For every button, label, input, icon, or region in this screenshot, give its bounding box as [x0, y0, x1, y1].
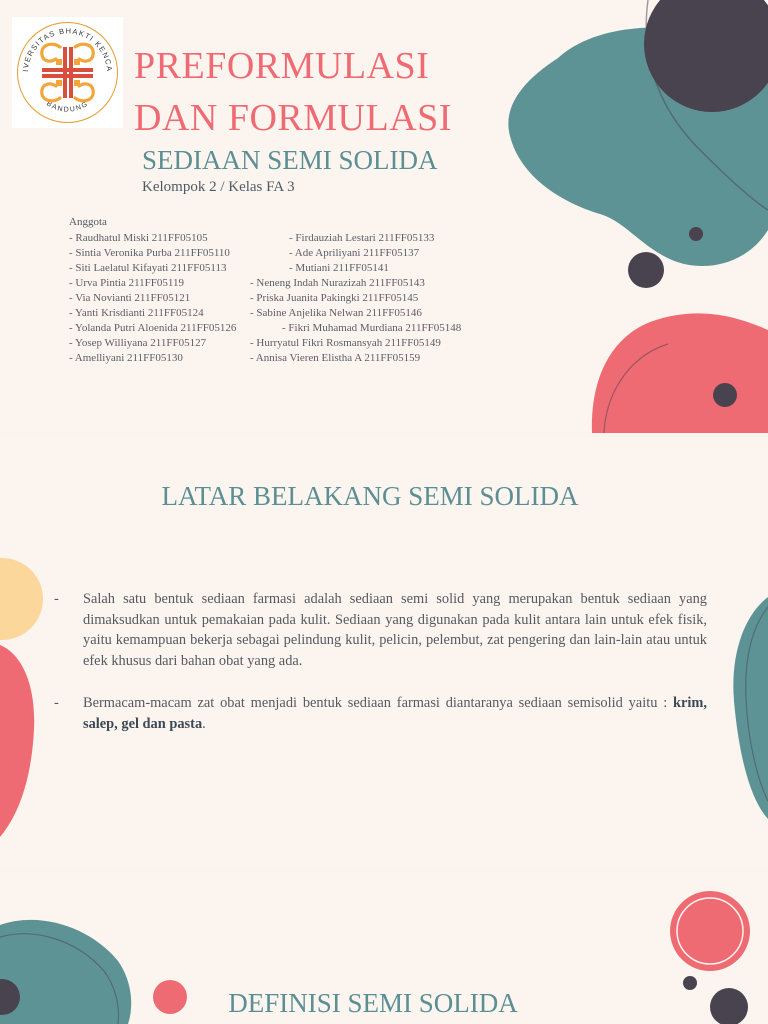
member-left: - Urva Pintia 211FF05119 — [69, 277, 184, 289]
bullet-marker: - — [54, 695, 59, 711]
member-right: - Annisa Vieren Elistha A 211FF05159 — [250, 352, 421, 364]
paragraph-2-end: . — [202, 715, 206, 732]
dark-dot-small — [689, 227, 703, 241]
title-line-2: DAN FORMULASI — [134, 97, 452, 139]
member-left: - Yanti Krisdianti 211FF05124 — [69, 307, 204, 319]
member-right: - Priska Juanita Pakingki 211FF05145 — [250, 292, 419, 304]
member-right: - Mutiani 211FF05141 — [289, 262, 389, 274]
member-left: - Yosep Williyana 211FF05127 — [69, 337, 207, 349]
section-title: DEFINISI SEMI SOLIDA — [228, 988, 518, 1018]
member-left: - Sintia Veronika Purba 211FF05110 — [69, 247, 230, 259]
university-logo — [12, 17, 123, 128]
dark-dot-on-coral — [713, 383, 737, 407]
member-right: - Neneng Indah Nurazizah 211FF05143 — [250, 277, 425, 289]
university-seal-icon — [12, 17, 123, 128]
coral-blob-left — [0, 645, 34, 837]
yellow-circle — [0, 558, 43, 640]
bullet-marker: - — [54, 591, 59, 607]
teal-blob-right — [733, 597, 768, 819]
member-left: - Siti Laelatul Kifayati 211FF05113 — [69, 262, 227, 274]
slide-background — [0, 437, 768, 867]
member-right: - Ade Apriliyani 211FF05137 — [289, 247, 420, 259]
dark-dot-medium — [628, 252, 664, 288]
title-line-1: PREFORMULASI — [134, 45, 430, 87]
section-title: LATAR BELAKANG SEMI SOLIDA — [161, 481, 579, 511]
group-info: Kelompok 2 / Kelas FA 3 — [142, 179, 295, 195]
paragraph-2 — [83, 693, 707, 734]
coral-ring-outer — [670, 891, 750, 971]
svg-text:BANDUNG: BANDUNG — [45, 100, 90, 114]
slide-title — [0, 0, 768, 433]
subtitle: SEDIAAN SEMI SOLIDA — [142, 145, 438, 175]
members-label: Anggota — [69, 216, 107, 228]
member-left: - Raudhatul Miski 211FF05105 — [69, 232, 208, 244]
member-right: - Sabine Anjelika Nelwan 211FF05146 — [250, 307, 422, 319]
dosage-forms-list: krim, salep, gel dan pasta — [83, 695, 707, 732]
member-right: - Hurryatul Fikri Rosmansyah 211FF05149 — [250, 337, 441, 349]
member-left: - Amelliyani 211FF05130 — [69, 352, 183, 364]
member-right: - Firdauziah Lestari 211FF05133 — [289, 232, 435, 244]
slide-definition — [0, 871, 768, 1024]
paragraph-2-text: Bermacam-macam zat obat menjadi bentuk sediaan farmasi diantaranya sediaan semisolid yaitu : — [83, 695, 674, 711]
coral-blob-shape — [592, 313, 768, 433]
paragraph-1: Salah satu bentuk sediaan farmasi adalah sediaan semi solid yang merupakan bentuk sediaan yang dimaksudkan untuk pemakaian pada kulit. Sediaan yang digunakan pada kulit antara lain untuk efek fisik, yaitu kemampuan bekerja sebagai pelindung kulit, pelicin, pelembut, zat pengering dan lain-lain atau untuk efek khusus dari bahan obat yang ada. — [83, 591, 707, 669]
member-right: - Fikri Muhamad Murdiana 211FF05148 — [282, 322, 462, 334]
member-left: - Yolanda Putri Aloenida 211FF05126 — [69, 322, 237, 334]
member-left: - Via Novianti 211FF05121 — [69, 292, 191, 304]
svg-text:UNIVERSITAS BHAKTI KENCANA: IVERSITAS BHAKTI KENCA — [20, 26, 115, 73]
